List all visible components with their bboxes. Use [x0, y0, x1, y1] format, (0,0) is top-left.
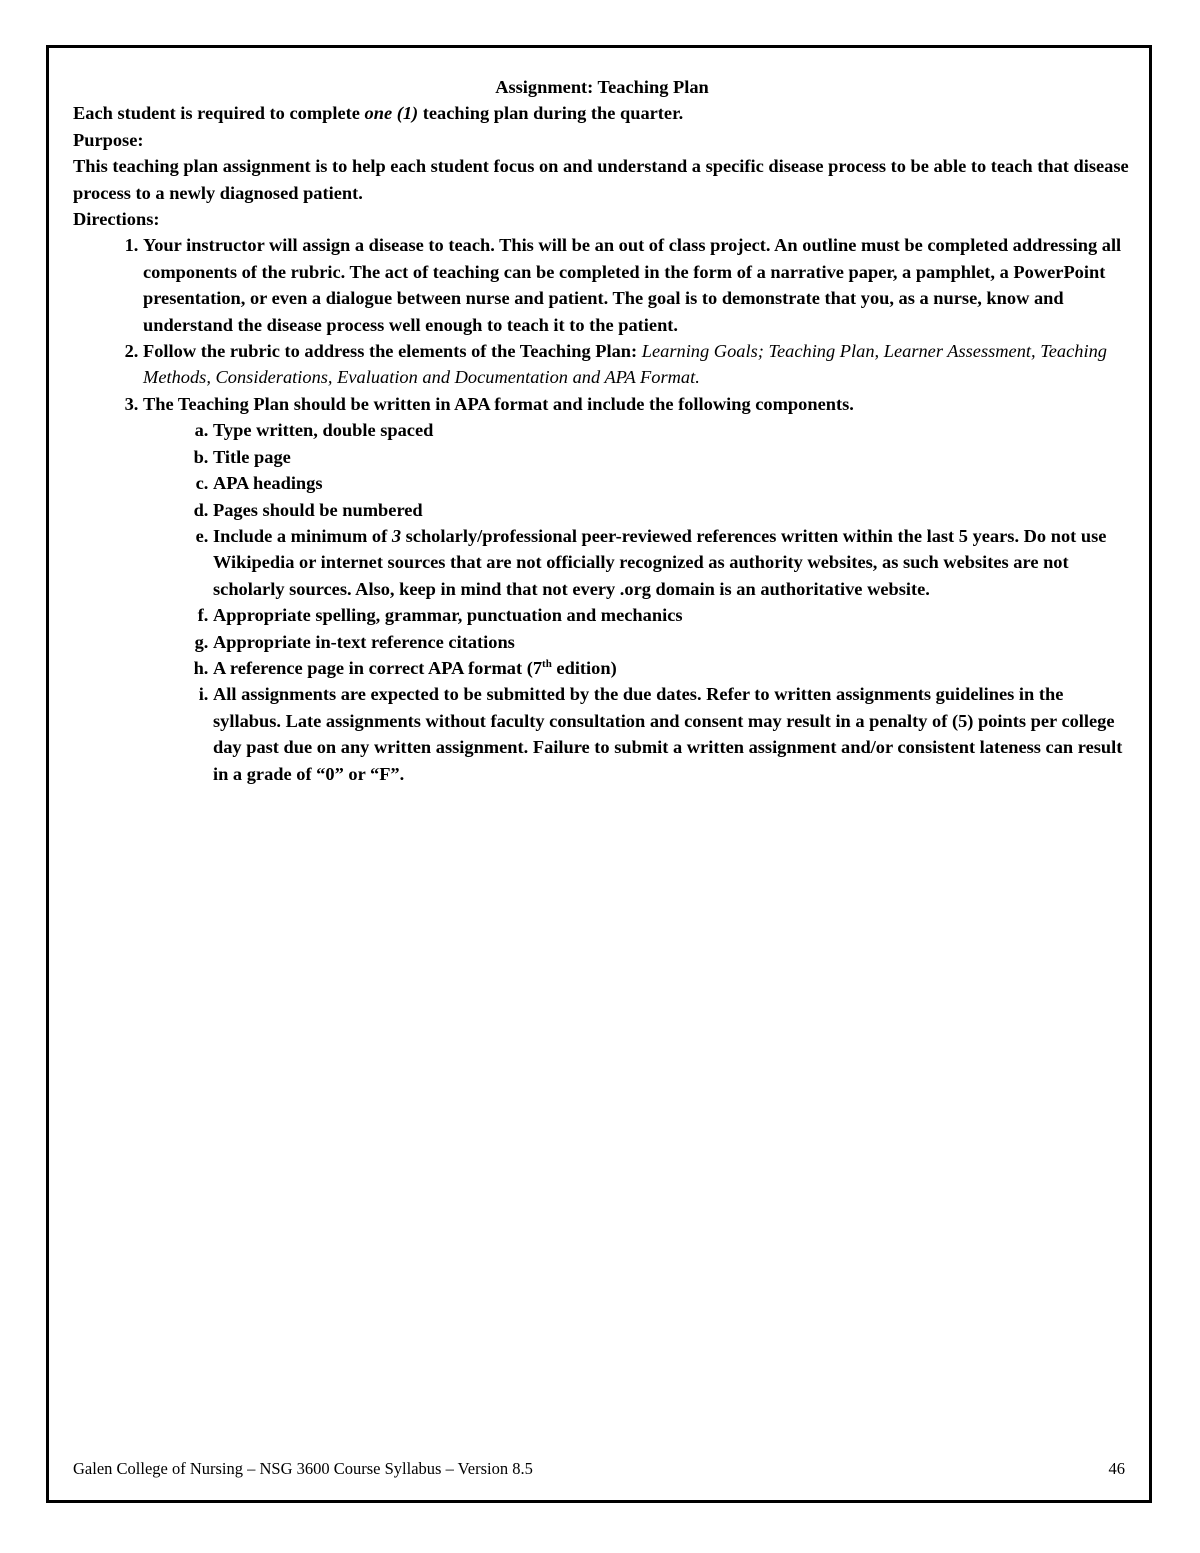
- intro-emphasis: one (1): [364, 103, 419, 124]
- component-h-before: A reference page in correct APA format (7: [213, 657, 543, 678]
- component-h-superscript: th: [542, 657, 552, 670]
- page-footer: [73, 1459, 1125, 1479]
- component-i: i. All assignments are expected to be submitted by the due dates. Refer to written assignments guidelines in the syllabus. Late assignments without faculty consultation and consent may result in a penalty of (5) points per college day past due on any written assignment. Failure to submit a written assignment and/or consistent lateness can result in a grade of “0” or “F”.: [213, 681, 1131, 787]
- component-f: f. Appropriate spelling, grammar, punctuation and mechanics: [213, 602, 1131, 628]
- directions-item-3-text: The Teaching Plan should be written in APA format and include the following components.: [143, 393, 854, 414]
- components-list: [143, 417, 1131, 787]
- directions-item-3: [143, 391, 1131, 787]
- directions-item-2-elements: Learning Goals; Teaching Plan, Learner Assessment, Teaching Methods, Considerations, Evaluation and Documentation and APA Format.: [143, 341, 1107, 388]
- component-e-after: scholarly/professional peer-reviewed references written within the last 5 years. Do not use Wikipedia or internet sources that are not officially recognized as authority websites, as such websites are not scholarly sources. Also, keep in mind that not every .org domain is an authoritative website.: [213, 525, 1107, 599]
- intro-after: teaching plan during the quarter.: [418, 103, 684, 124]
- intro-paragraph: [73, 100, 1131, 126]
- document-title: Assignment: Teaching Plan: [495, 77, 709, 97]
- component-h: [213, 655, 1131, 681]
- intro-before: Each student is required to complete: [73, 103, 365, 124]
- directions-item-2-text: Follow the rubric to address the elements of the Teaching Plan:: [143, 341, 642, 362]
- purpose-text: This teaching plan assignment is to help each student focus on and understand a specific disease process to be able to teach that disease process to a newly diagnosed patient.: [73, 156, 1129, 203]
- component-e-before: Include a minimum of: [213, 525, 392, 546]
- directions-item-1-text: Your instructor will assign a disease to teach. This will be an out of class project. An outline must be completed addressing all components of the rubric. The act of teaching can be completed in the form of a narrative paper, a pamphlet, a PowerPoint presentation, or even a dialogue between nurse and patient. The goal is to demonstrate that you, as a nurse, know and understand the disease process well enough to teach it to the patient.: [143, 235, 1122, 335]
- component-b: b. Title page: [213, 444, 1131, 470]
- document-body: [73, 74, 1131, 787]
- page-number: 46: [1108, 1459, 1125, 1478]
- purpose-heading: Purpose:: [73, 129, 144, 150]
- component-c: c. APA headings: [213, 470, 1131, 496]
- footer-text: Galen College of Nursing – NSG 3600 Course Syllabus – Version 8.5: [73, 1459, 533, 1478]
- directions-heading: Directions:: [73, 209, 160, 230]
- page-frame: [46, 45, 1152, 1503]
- directions-list: [73, 232, 1131, 787]
- component-h-after: edition): [551, 657, 617, 678]
- component-d: d. Pages should be numbered: [213, 497, 1131, 523]
- directions-item-2: [143, 338, 1131, 391]
- directions-item-1: [143, 232, 1131, 338]
- component-a: a. Type written, double spaced: [213, 417, 1131, 443]
- component-e-emphasis: 3: [391, 525, 402, 546]
- component-g: g. Appropriate in-text reference citations: [213, 629, 1131, 655]
- component-e: [213, 523, 1131, 602]
